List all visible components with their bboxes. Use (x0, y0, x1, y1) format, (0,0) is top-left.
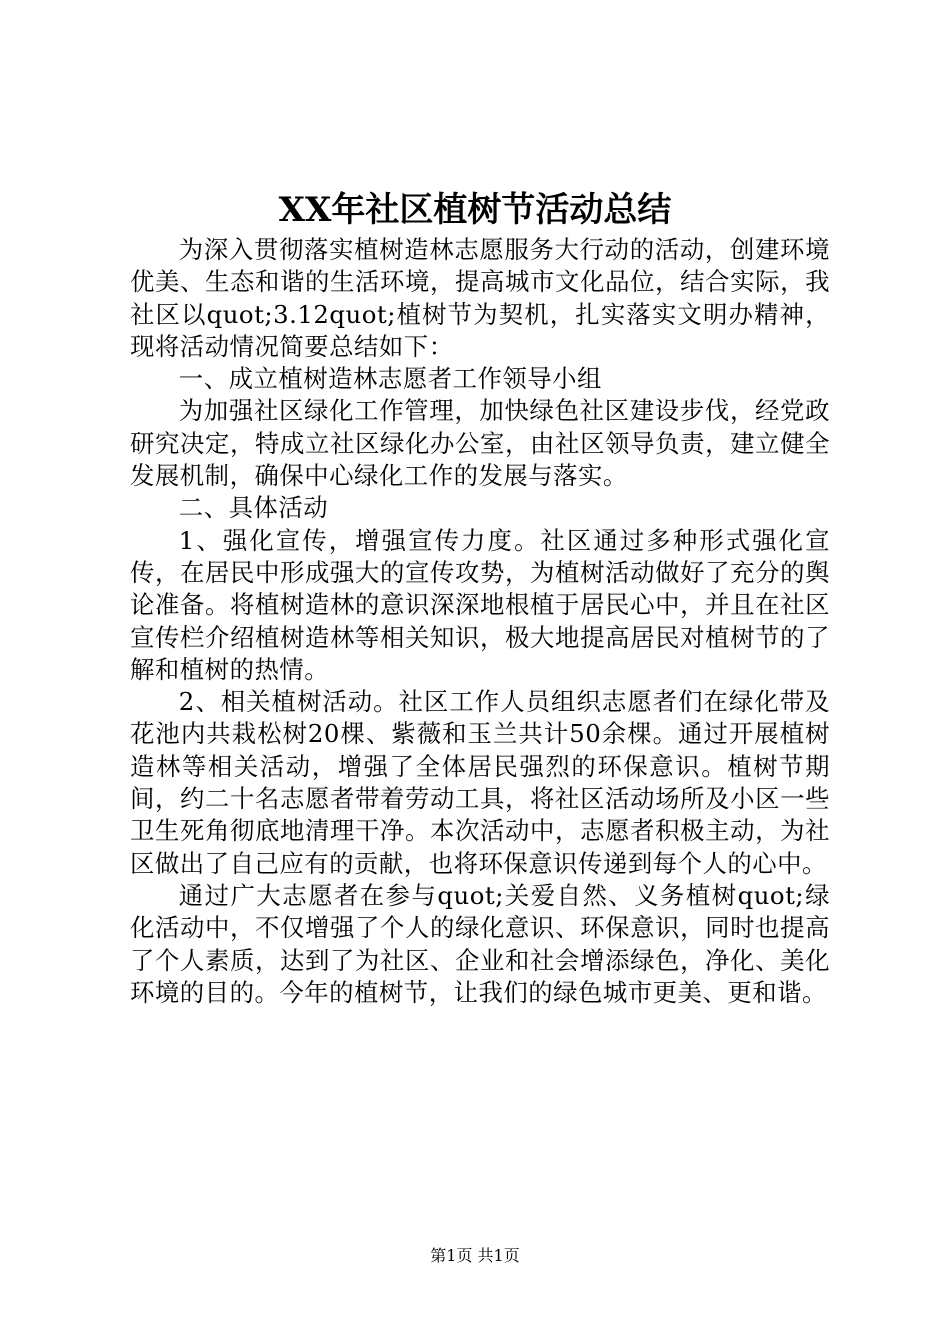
section-heading-1: 一、成立植树造林志愿者工作领导小组 (178, 364, 602, 394)
document-title: XX年社区植树节活动总结 (278, 190, 672, 230)
section-heading-2: 二、具体活动 (178, 493, 329, 523)
paragraph-leadership: 为加强社区绿化工作管理，加快绿色社区建设步伐，经党政研究决定，特成立社区绿化办公室，由社区领导负责，建立健全发展机制，确保中心绿化工作的发展与落实。 (130, 396, 830, 491)
paragraph-conclusion: 通过广大志愿者在参与quot;关爱自然、义务植树quot;绿化活动中，不仅增强了个人的绿化意识、环保意识，同时也提高了个人素质，达到了为社区、企业和社会增添绿色，净化、美化环境的目的。今年的植树节，让我们的绿色城市更美、更和谐。 (130, 880, 830, 1007)
paragraph-publicity: 1、强化宣传，增强宣传力度。社区通过多种形式强化宣传，在居民中形成强大的宣传攻势，为植树活动做好了充分的舆论准备。将植树造林的意识深深地根植于居民心中，并且在社区宣传栏介绍植树造林等相关知识，极大地提高居民对植树节的了解和植树的热情。 (130, 525, 830, 684)
page-footer: 第1页 共1页 (430, 1246, 520, 1265)
paragraph-intro: 为深入贯彻落实植树造林志愿服务大行动的活动，创建环境优美、生态和谐的生活环境，提高城市文化品位，结合实际，我社区以quot;3.12quot;植树节为契机，扎实落实文明办精神，现将活动情况简要总结如下： (130, 235, 830, 361)
document-body (130, 234, 830, 1009)
paragraph-planting: 2、相关植树活动。社区工作人员组织志愿者们在绿化带及花池内共栽松树20棵、紫薇和玉兰共计50余棵。通过开展植树造林等相关活动，增强了全体居民强烈的环保意识。植树节期间，约二十名志愿者带着劳动工具，将社区活动场所及小区一些卫生死角彻底地清理干净。本次活动中，志愿者积极主动，为社区做出了自己应有的贡献，也将环保意识传递到每个人的心中。 (130, 687, 830, 878)
